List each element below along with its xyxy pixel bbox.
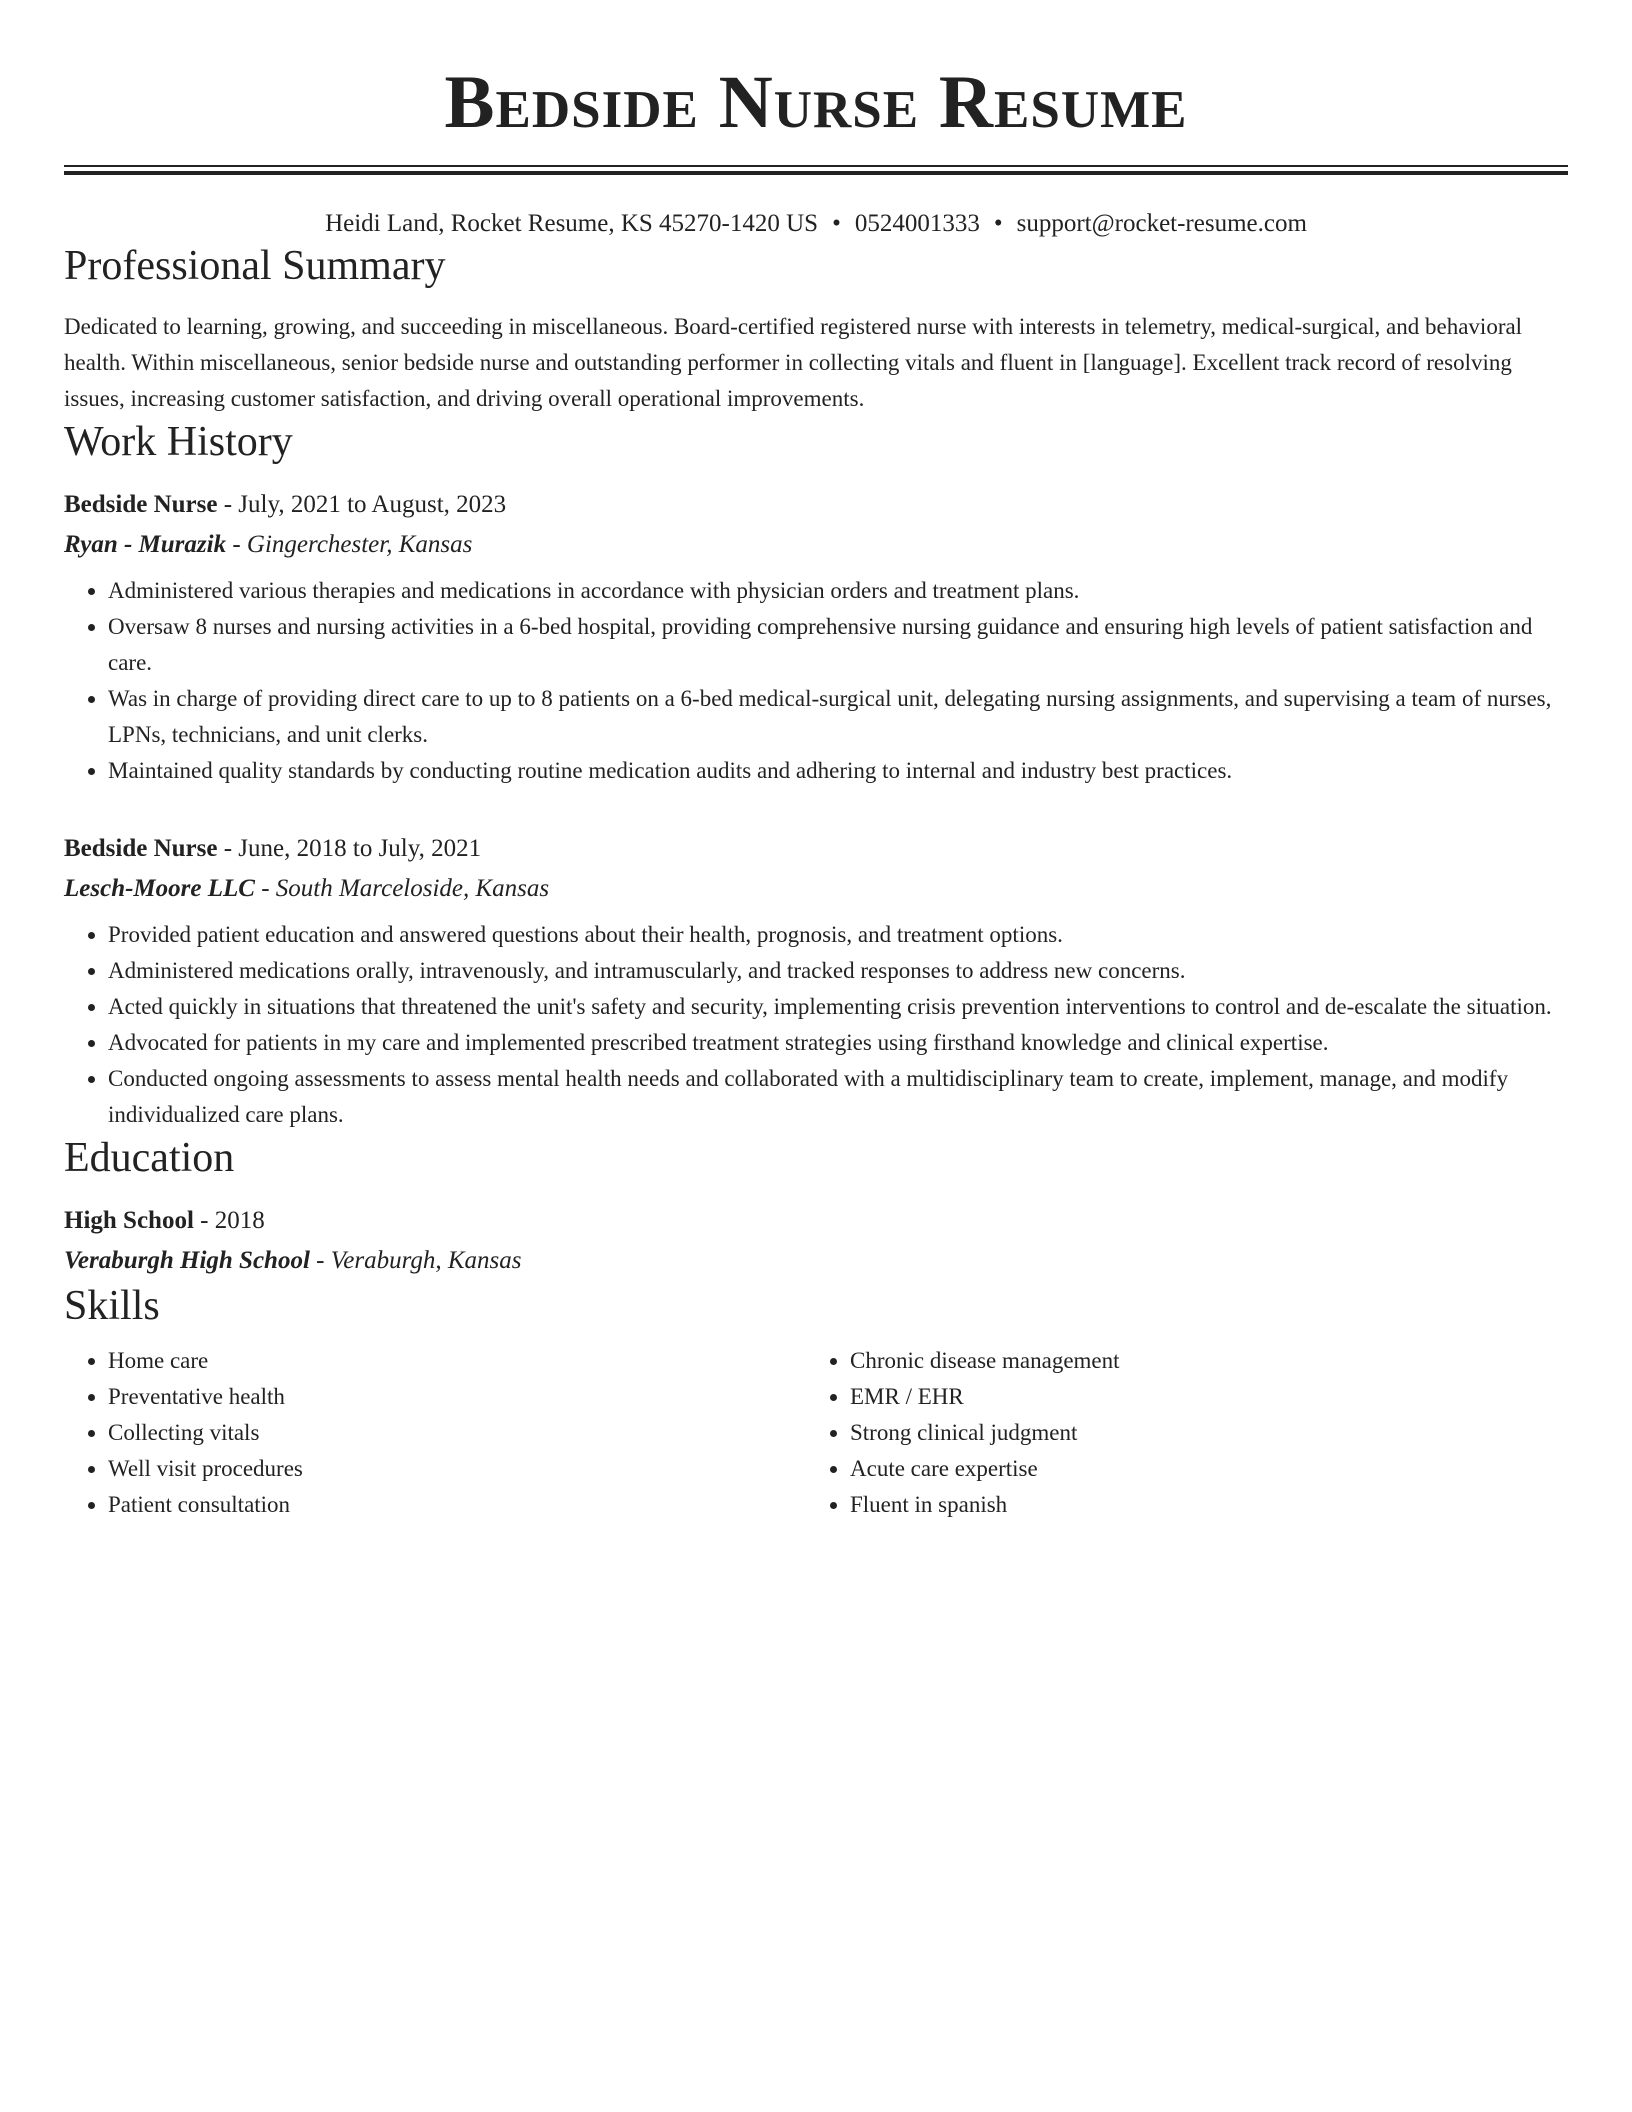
list-item: • Acted quickly in situations that threatened the unit's safety and security, implementing crisis prevention interventions to control and de-escalate the situation. (108, 989, 1568, 1025)
job-duties (64, 573, 1568, 789)
list-item: • Provided patient education and answered questions about their health, prognosis, and treatment options. (108, 917, 1568, 953)
contact-line (64, 207, 1568, 241)
list-item: • EMR / EHR (850, 1379, 1548, 1415)
list-item: • Collecting vitals (108, 1415, 806, 1451)
summary-text: Dedicated to learning, growing, and succeeding in miscellaneous. Board-certified registered nurse with interests in telemetry, medical-surgical, and behavioral health. Within miscellaneous, senior bedside nurse and outstanding performer in collecting vitals and fluent in [language]. Excellent track record of resolving issues, increasing customer satisfaction, and driving overall operational improvements. (64, 314, 1523, 411)
resume-title: Bedside Nurse Resume (444, 61, 1188, 144)
contact-phone: 0524001333 (854, 210, 980, 237)
list-item: • Acute care expertise (850, 1451, 1548, 1487)
list-item: • Home care (108, 1343, 806, 1379)
list-item: • Fluent in spanish (850, 1487, 1548, 1523)
list-item: • Oversaw 8 nurses and nursing activities in a 6-bed hospital, providing comprehensive nursing guidance and ensuring high levels of patient satisfaction and care. (108, 609, 1568, 681)
employer-line (64, 869, 1568, 909)
contact-separator: • (993, 210, 1003, 237)
education-entry (64, 1201, 1568, 1281)
employer-name: Lesch-Moore LLC (64, 875, 255, 902)
list-item: • Chronic disease management (850, 1343, 1548, 1379)
degree: High School (64, 1207, 194, 1234)
employer-location: - Gingerchester, Kansas (226, 531, 473, 558)
job-entry (64, 485, 1568, 789)
school-name: Veraburgh High School (64, 1247, 310, 1274)
job-title-line (64, 829, 1568, 869)
job-dates: - July, 2021 to August, 2023 (217, 491, 507, 518)
school-line (64, 1241, 1568, 1281)
summary-heading: Professional Summary (64, 243, 446, 289)
list-item: • Conducted ongoing assessments to assess mental health needs and collaborated with a multidisciplinary team to create, implement, manage, and modify individualized care plans. (108, 1061, 1568, 1133)
contact-address: Heidi Land, Rocket Resume, KS 45270-1420 US (325, 210, 819, 237)
list-item: • Patient consultation (108, 1487, 806, 1523)
list-item: • Was in charge of providing direct care to up to 8 patients on a 6-bed medical-surgical unit, delegating nursing assignments, and supervising a team of nurses, LPNs, technicians, and unit clerks. (108, 681, 1568, 753)
skills-list (64, 1343, 1568, 1523)
title-divider (64, 165, 1568, 175)
employer-name: Ryan - Murazik (64, 531, 227, 558)
school-location: - Veraburgh, Kansas (309, 1247, 522, 1274)
graduation-year: - 2018 (193, 1207, 265, 1234)
education-heading: Education (64, 1135, 235, 1181)
skills-column-left (64, 1343, 806, 1523)
list-item: • Preventative health (108, 1379, 806, 1415)
job-title-line (64, 485, 1568, 525)
employer-line (64, 525, 1568, 565)
list-item: • Strong clinical judgment (850, 1415, 1548, 1451)
work-history-heading: Work History (64, 419, 293, 465)
job-entry (64, 829, 1568, 1133)
list-item: • Administered various therapies and medications in accordance with physician orders and treatment plans. (108, 573, 1568, 609)
contact-separator: • (832, 210, 841, 237)
employer-location: - South Marceloside, Kansas (254, 875, 550, 902)
list-item: • Administered medications orally, intravenously, and intramuscularly, and tracked responses to address new concerns. (108, 953, 1568, 989)
skills-column-right (806, 1343, 1548, 1523)
degree-line (64, 1201, 1568, 1241)
skills-heading: Skills (64, 1283, 160, 1329)
contact-email: support@rocket-resume.com (1016, 210, 1307, 237)
job-title: Bedside Nurse (64, 835, 218, 862)
list-item: • Well visit procedures (108, 1451, 806, 1487)
job-dates: - June, 2018 to July, 2021 (217, 835, 482, 862)
list-item: • Advocated for patients in my care and implemented prescribed treatment strategies using firsthand knowledge and clinical expertise. (108, 1025, 1568, 1061)
job-duties (64, 917, 1568, 1133)
job-title: Bedside Nurse (64, 491, 218, 518)
list-item: • Maintained quality standards by conducting routine medication audits and adhering to internal and industry best practices. (108, 753, 1568, 789)
